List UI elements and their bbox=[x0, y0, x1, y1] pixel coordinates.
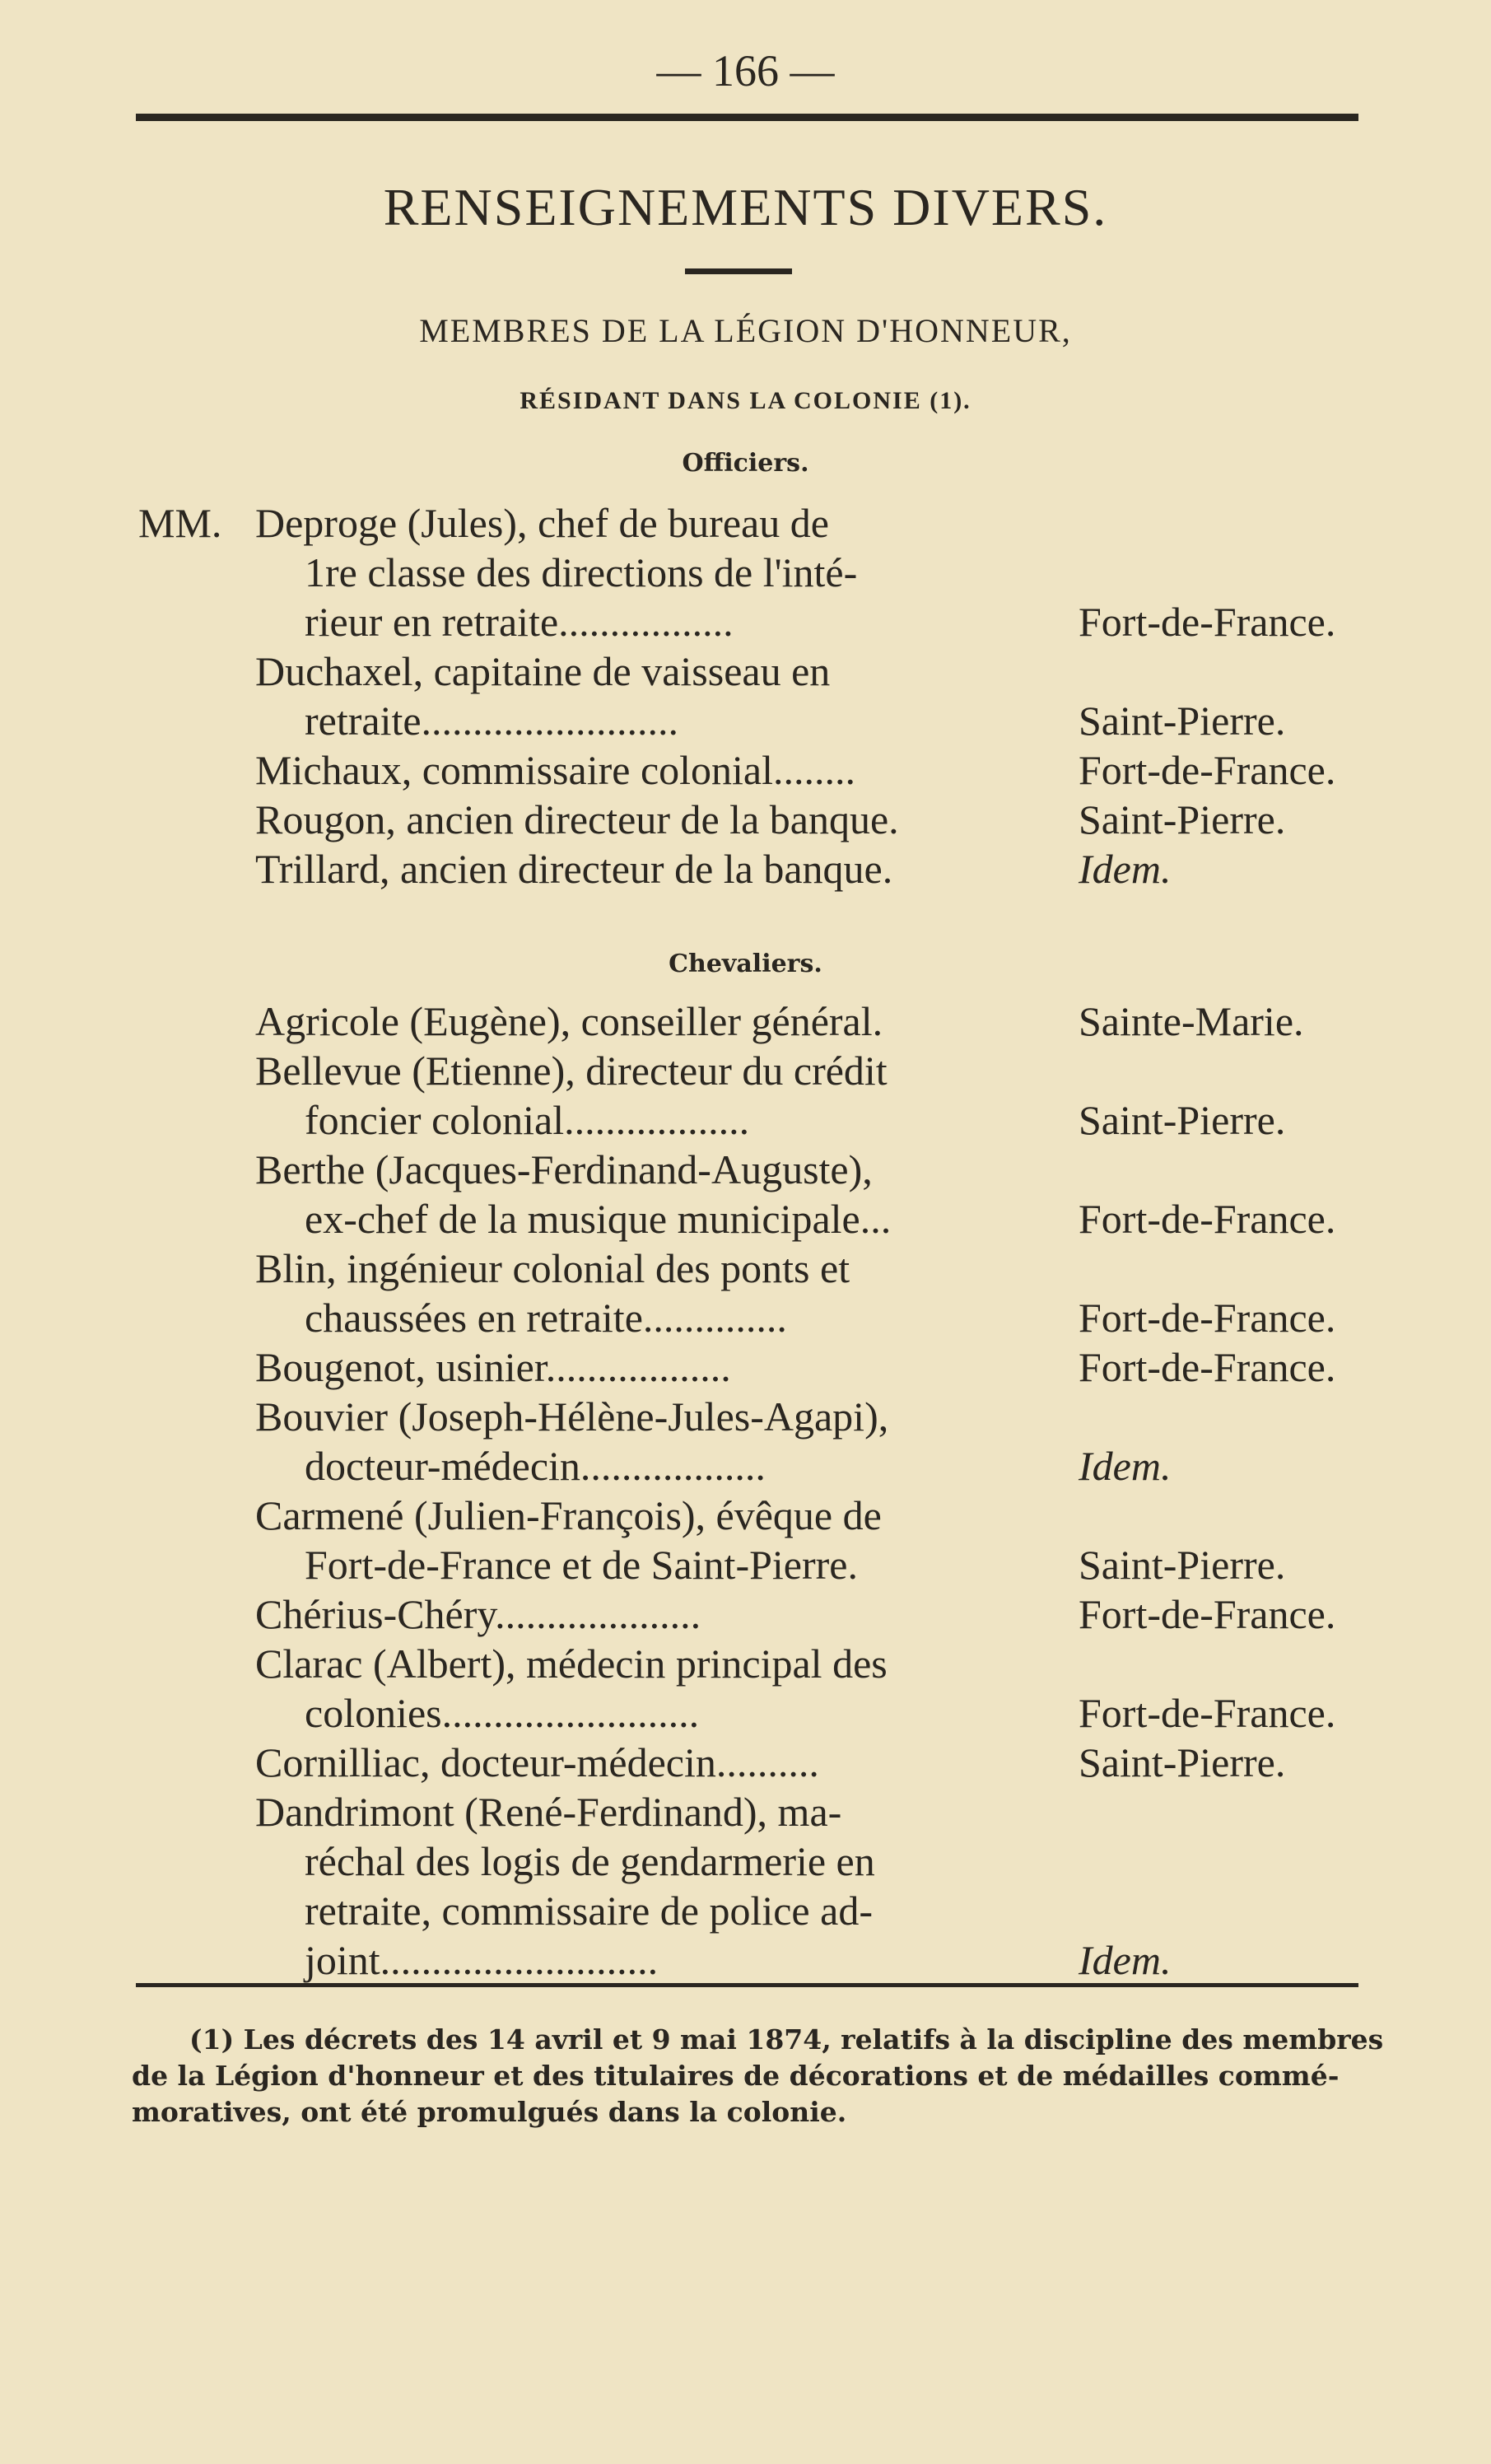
footnote-line: moratives, ont été promulgués dans la colonie. bbox=[132, 2096, 847, 2128]
list-item: Cornilliac, docteur-médecin.......... bbox=[255, 1739, 819, 1785]
list-item: Berthe (Jacques-Ferdinand-Auguste), bbox=[255, 1146, 873, 1192]
list-item-place: Fort-de-France. bbox=[1079, 1690, 1336, 1736]
list-item: ex-chef de la musique municipale... bbox=[305, 1196, 892, 1242]
page-title: RENSEIGNEMENTS DIVERS. bbox=[383, 178, 1108, 236]
list-item-place: Fort-de-France. bbox=[1079, 1344, 1336, 1390]
section-subsubtitle: RÉSIDANT DANS LA COLONIE (1). bbox=[520, 387, 971, 414]
list-item: joint........................... bbox=[305, 1937, 659, 1983]
section-subtitle: MEMBRES DE LA LÉGION D'HONNEUR, bbox=[419, 312, 1072, 349]
footnote-line: (1) Les décrets des 14 avril et 9 mai 1874, relatifs à la discipline des membres bbox=[189, 2023, 1384, 2056]
list-item: 1re classe des directions de l'inté- bbox=[305, 549, 858, 595]
list-item: Blin, ingénieur colonial des ponts et bbox=[255, 1245, 850, 1291]
list-item: Clarac (Albert), médecin principal des bbox=[255, 1640, 888, 1687]
mm-label: MM. bbox=[138, 500, 222, 546]
list-item: Fort-de-France et de Saint-Pierre. bbox=[305, 1542, 858, 1588]
list-item: rieur en retraite................. bbox=[305, 599, 734, 645]
list-item: chaussées en retraite.............. bbox=[305, 1295, 787, 1341]
list-item: Carmené (Julien-François), évêque de bbox=[255, 1492, 882, 1538]
list-item: Chérius-Chéry.................... bbox=[255, 1591, 701, 1637]
list-item: foncier colonial.................. bbox=[305, 1097, 750, 1143]
title-divider bbox=[685, 268, 792, 274]
list-item: Trillard, ancien directeur de la banque. bbox=[255, 846, 893, 892]
list-item: Michaux, commissaire colonial........ bbox=[255, 747, 856, 793]
list-item-place: Saint-Pierre. bbox=[1079, 796, 1286, 842]
list-item: docteur-médecin.................. bbox=[305, 1443, 766, 1489]
list-item-place: Saint-Pierre. bbox=[1079, 698, 1286, 744]
list-item: Dandrimont (René-Ferdinand), ma- bbox=[255, 1789, 842, 1835]
list-item-place: Fort-de-France. bbox=[1079, 1295, 1336, 1341]
page-number: — 166 — bbox=[656, 46, 835, 96]
list-item: colonies......................... bbox=[305, 1690, 700, 1736]
list-item: Bouvier (Joseph-Hélène-Jules-Agapi), bbox=[255, 1393, 889, 1440]
list-item-place: Fort-de-France. bbox=[1079, 599, 1336, 645]
officiers-heading: Officiers. bbox=[682, 449, 809, 478]
chevaliers-heading: Chevaliers. bbox=[669, 950, 822, 978]
list-item-place: Saint-Pierre. bbox=[1079, 1739, 1286, 1785]
list-item: Agricole (Eugène), conseiller général. bbox=[255, 998, 883, 1044]
list-item: réchal des logis de gendarmerie en bbox=[305, 1838, 875, 1884]
list-item-place: Sainte-Marie. bbox=[1079, 998, 1304, 1044]
footnote-rule bbox=[136, 1983, 1358, 1987]
list-item-place: Fort-de-France. bbox=[1079, 1196, 1336, 1242]
list-item: Deproge (Jules), chef de bureau de bbox=[255, 500, 829, 546]
list-item-place: Saint-Pierre. bbox=[1079, 1097, 1286, 1143]
list-item-place: Fort-de-France. bbox=[1079, 1591, 1336, 1637]
list-item-place: Idem. bbox=[1079, 1937, 1172, 1983]
list-item: Bougenot, usinier.................. bbox=[255, 1344, 731, 1390]
list-item: Duchaxel, capitaine de vaisseau en bbox=[255, 648, 831, 694]
footnote-line: de la Légion d'honneur et des titulaires de décorations et de médailles commé- bbox=[132, 2060, 1340, 2092]
footnote bbox=[132, 2022, 1408, 2130]
list-item: retraite, commissaire de police ad- bbox=[305, 1888, 873, 1934]
list-item-place: Idem. bbox=[1079, 846, 1172, 892]
list-item-place: Fort-de-France. bbox=[1079, 747, 1336, 793]
list-item: Rougon, ancien directeur de la banque. bbox=[255, 796, 899, 842]
list-item: Bellevue (Etienne), directeur du crédit bbox=[255, 1048, 888, 1094]
list-item-place: Idem. bbox=[1079, 1443, 1172, 1489]
top-rule bbox=[136, 114, 1358, 121]
list-item: retraite......................... bbox=[305, 698, 679, 744]
list-item-place: Saint-Pierre. bbox=[1079, 1542, 1286, 1588]
